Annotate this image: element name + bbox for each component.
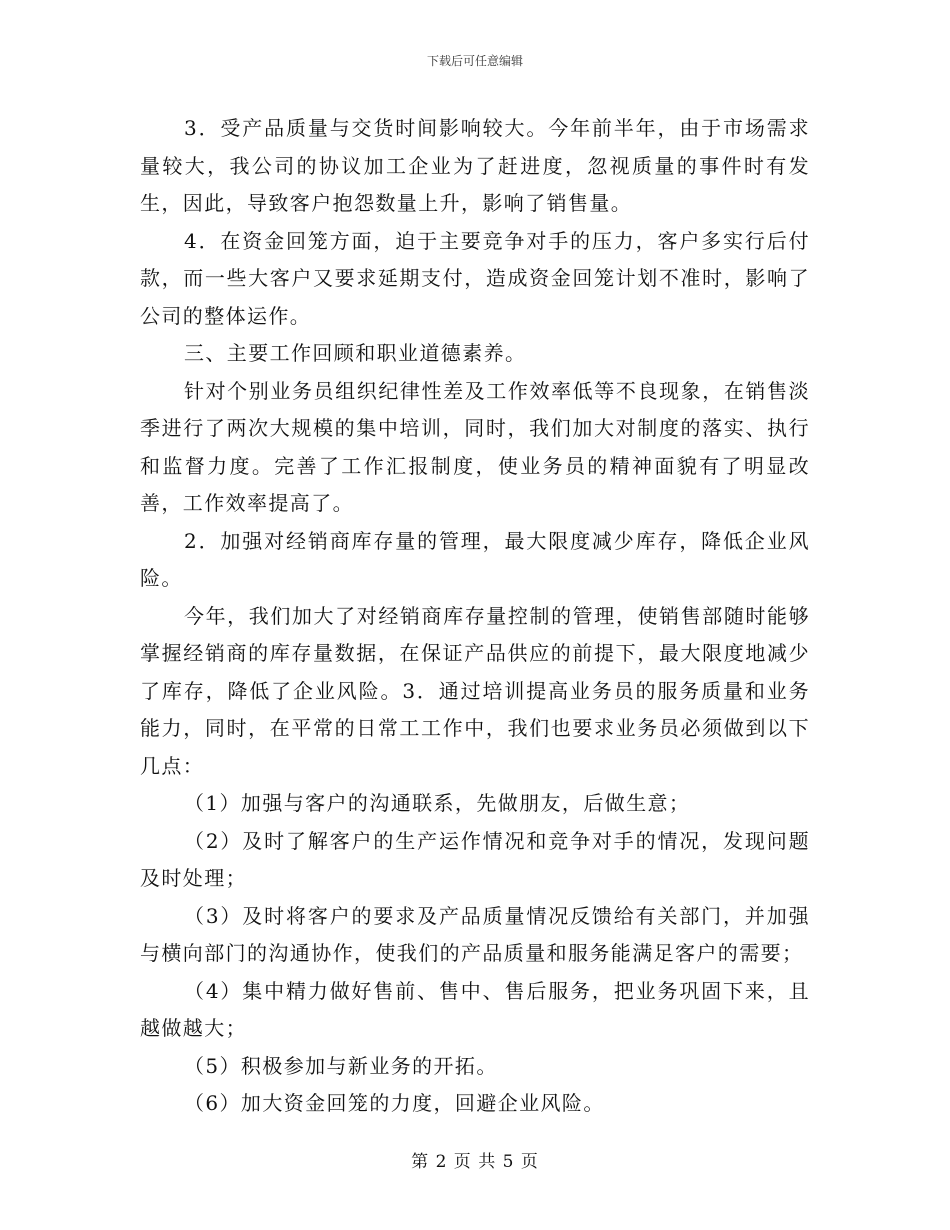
page-number-footer: 第 2 页 共 5 页 [411, 1152, 539, 1172]
document-body [140, 110, 810, 1123]
list-item-5: （5）积极参加与新业务的开拓。 [184, 1053, 498, 1078]
paragraph-inventory-heading: 2．加强对经销商库存量的管理，最大限度减少库存，降低企业风险。 [140, 528, 810, 590]
paragraph-inventory-detail: 今年，我们加大了对经销商库存量控制的管理，使销售部随时能够掌握经销商的库存量数据，在保证产品供应的前提下，最大限度地减少了库存，降低了企业风险。3．通过培训提高业务员的服务质量和业务能力，同时，在平常的日常工工作中，我们也要求业务员必须做到以下几点： [140, 603, 810, 778]
section-heading-work-review: 三、主要工作回顾和职业道德素养。 [184, 341, 527, 365]
paragraph-quality-delivery: 3．受产品质量与交货时间影响较大。今年前半年，由于市场需求量较大，我公司的协议加工企业为了赶进度，忽视质量的事件时有发生，因此，导致客户抱怨数量上升，影响了销售量。 [140, 116, 810, 215]
list-item-3: （3）及时将客户的要求及产品质量情况反馈给有关部门，并加强与横向部门的沟通协作，使我们的产品质量和服务能满足客户的需要； [140, 903, 810, 965]
page-header: 下载后可任意编辑 [426, 54, 523, 68]
list-item-1: （1）加强与客户的沟通联系，先做朋友，后做生意； [184, 791, 691, 815]
list-item-2: （2）及时了解客户的生产运作情况和竞争对手的情况，发现问题及时处理； [140, 828, 810, 890]
paragraph-fund-recovery: 4．在资金回笼方面，迫于主要竞争对手的压力，客户多实行后付款，而一些大客户又要求延期支付，造成资金回笼计划不准时，影响了公司的整体运作。 [140, 228, 810, 328]
list-item-6: （6）加大资金回笼的力度，回避企业风险。 [184, 1091, 605, 1115]
list-item-4: （4）集中精力做好售前、售中、售后服务，把业务巩固下来，且越做越大； [140, 978, 810, 1040]
paragraph-training: 针对个别业务员组织纪律性差及工作效率低等不良现象，在销售淡季进行了两次大规模的集中培训，同时，我们加大对制度的落实、执行和监督力度。完善了工作汇报制度，使业务员的精神面貌有了明显改善，工作效率提高了。 [140, 378, 810, 515]
